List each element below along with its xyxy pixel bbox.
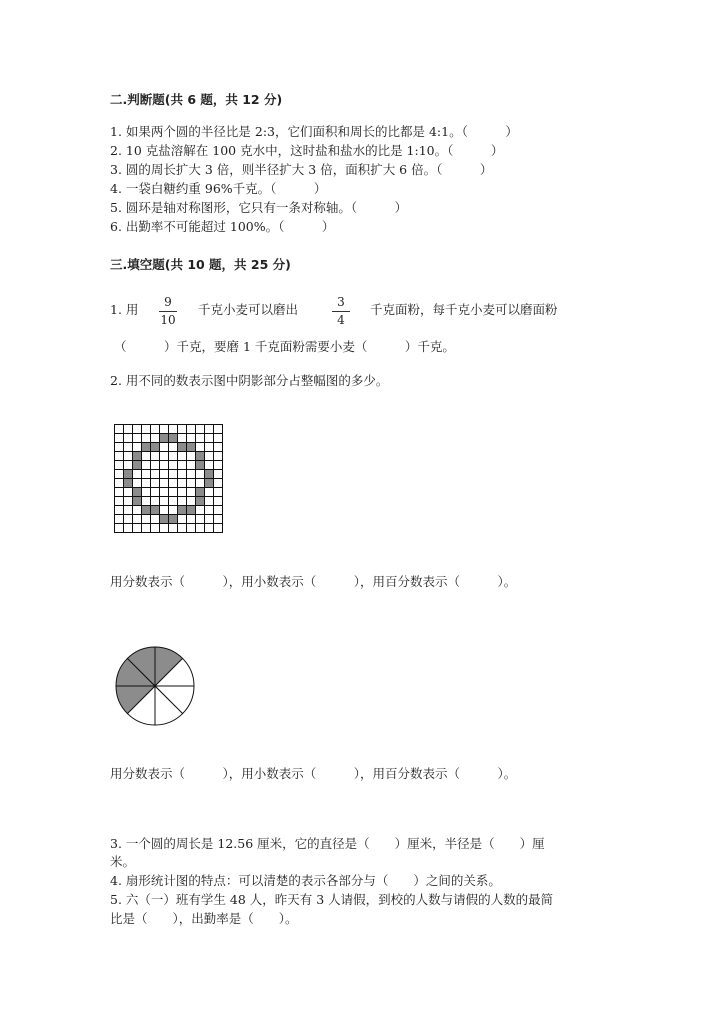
grid-cell-shaded [124, 479, 133, 488]
grid-cell [214, 443, 223, 452]
grid-cell [151, 497, 160, 506]
q4-text: 4. 扇形统计图的特点：可以清楚的表示各部分与（ ）之间的关系。 [110, 873, 501, 888]
grid-cell [151, 425, 160, 434]
grid-cell [214, 497, 223, 506]
grid-cell-shaded [160, 434, 169, 443]
grid-cell [205, 461, 214, 470]
grid-cell-shaded [178, 506, 187, 515]
judgement-item-5: 5. 圆环是轴对称图形，它只有一条对称轴。（ ） [110, 200, 408, 215]
grid-cell [142, 425, 151, 434]
grid-cell-shaded [133, 452, 142, 461]
grid-cell [160, 497, 169, 506]
section3-title: 三.填空题(共 10 题，共 25 分) [110, 257, 291, 272]
grid-cell [160, 443, 169, 452]
grid-cell [124, 524, 133, 533]
grid-cell [205, 506, 214, 515]
fraction-numerator: 3 [337, 295, 345, 309]
grid-cell [196, 506, 205, 515]
grid-cell [115, 443, 124, 452]
grid-cell [160, 470, 169, 479]
q3-line1: 3. 一个圆的周长是 12.56 厘米，它的直径是（ ）厘米，半径是（ ）厘 [110, 836, 545, 851]
grid-cell [214, 488, 223, 497]
grid-cell [142, 461, 151, 470]
grid-cell-shaded [196, 488, 205, 497]
grid-cell-shaded [169, 515, 178, 524]
grid-cell [169, 506, 178, 515]
grid-cell-shaded [205, 479, 214, 488]
grid-cell [133, 479, 142, 488]
grid-cell [142, 497, 151, 506]
grid-cell [160, 461, 169, 470]
q2-answer-line-2: 用分数表示（ ），用小数表示（ ），用百分数表示（ ）。 [110, 766, 517, 781]
grid-cell [169, 461, 178, 470]
grid-cell [124, 488, 133, 497]
fraction-9-10 [157, 295, 179, 328]
grid-cell [151, 434, 160, 443]
grid-cell [124, 515, 133, 524]
grid-cell [169, 443, 178, 452]
grid-cell [133, 434, 142, 443]
grid-cell [169, 479, 178, 488]
grid-cell [196, 470, 205, 479]
grid-cell [187, 479, 196, 488]
grid-cell [169, 425, 178, 434]
grid-cell [133, 515, 142, 524]
grid-cell [205, 515, 214, 524]
grid [114, 424, 223, 533]
grid-cell [205, 524, 214, 533]
q5-line1: 5. 六（一）班有学生 48 人，昨天有 3 人请假，到校的人数与请假的人数的最简 [110, 892, 554, 907]
grid-cell-shaded [133, 497, 142, 506]
grid-cell [160, 425, 169, 434]
grid-cell [142, 515, 151, 524]
grid-cell [178, 479, 187, 488]
grid-cell [142, 470, 151, 479]
grid-cell [205, 434, 214, 443]
grid-cell [124, 461, 133, 470]
grid-cell [214, 506, 223, 515]
judgement-item-6: 6. 出勤率不可能超过 100%。（ ） [110, 219, 335, 234]
grid-cell [160, 452, 169, 461]
grid-cell [151, 461, 160, 470]
grid-cell-shaded [124, 470, 133, 479]
pie-figure [114, 645, 196, 727]
grid-cell [124, 434, 133, 443]
fraction-3-4 [330, 295, 352, 328]
grid-cell [160, 479, 169, 488]
grid-cell [142, 488, 151, 497]
grid-cell-shaded [187, 506, 196, 515]
grid-cell-shaded [187, 443, 196, 452]
grid-cell [142, 524, 151, 533]
grid-cell-shaded [151, 443, 160, 452]
grid-cell [115, 461, 124, 470]
grid-cell [151, 524, 160, 533]
judgement-item-2: 2. 10 克盐溶解在 100 克水中，这时盐和盐水的比是 1:10。（ ） [110, 143, 504, 158]
grid-cell [115, 470, 124, 479]
grid-cell [133, 470, 142, 479]
grid-cell [169, 488, 178, 497]
grid-cell [133, 443, 142, 452]
grid-cell [124, 452, 133, 461]
grid-cell [187, 497, 196, 506]
grid-cell [187, 434, 196, 443]
grid-cell [151, 515, 160, 524]
grid-cell [205, 443, 214, 452]
grid-cell [196, 479, 205, 488]
q2-answer-line-1: 用分数表示（ ），用小数表示（ ），用百分数表示（ ）。 [110, 574, 517, 589]
grid-cell [196, 515, 205, 524]
judgement-item-4: 4. 一袋白糖约重 96%千克。（ ） [110, 181, 327, 196]
grid-cell [196, 425, 205, 434]
grid-cell-shaded [196, 461, 205, 470]
grid-cell-shaded [196, 497, 205, 506]
q2-text: 2. 用不同的数表示图中阴影部分占整幅图的多少。 [110, 373, 389, 388]
grid-cell-shaded [205, 470, 214, 479]
grid-cell [196, 443, 205, 452]
fraction-numerator: 9 [164, 295, 172, 309]
grid-cell [178, 461, 187, 470]
q1-suffix: 千克面粉，每千克小麦可以磨面粉 [370, 302, 558, 317]
grid-cell [214, 452, 223, 461]
grid-cell [187, 524, 196, 533]
grid-cell [160, 506, 169, 515]
grid-cell-shaded [142, 506, 151, 515]
grid-cell [151, 452, 160, 461]
grid-cell [178, 425, 187, 434]
grid-cell [160, 524, 169, 533]
grid-cell [115, 488, 124, 497]
grid-cell-shaded [169, 434, 178, 443]
grid-cell-shaded [133, 488, 142, 497]
grid-cell [205, 452, 214, 461]
grid-cell [124, 506, 133, 515]
grid-cell [115, 524, 124, 533]
fraction-denominator: 4 [337, 313, 345, 327]
grid-cell [187, 470, 196, 479]
grid-cell-shaded [178, 443, 187, 452]
grid-cell [169, 524, 178, 533]
grid-cell [151, 470, 160, 479]
grid-cell [214, 434, 223, 443]
grid-cell [169, 470, 178, 479]
grid-cell [187, 461, 196, 470]
shaded-grid-figure [114, 424, 223, 533]
grid-cell [133, 524, 142, 533]
grid-cell [169, 497, 178, 506]
grid-cell [187, 425, 196, 434]
grid-cell [178, 497, 187, 506]
grid-cell [205, 488, 214, 497]
grid-cell [124, 443, 133, 452]
grid-cell [214, 479, 223, 488]
grid-cell-shaded [133, 461, 142, 470]
q1-line2: （ ）千克，要磨 1 千克面粉需要小麦（ ）千克。 [114, 339, 455, 354]
grid-cell [205, 425, 214, 434]
grid-cell [178, 434, 187, 443]
section2-title: 二.判断题(共 6 题，共 12 分) [110, 92, 283, 107]
grid-cell [133, 425, 142, 434]
grid-cell [187, 488, 196, 497]
fraction-bar [332, 311, 350, 312]
grid-cell [205, 497, 214, 506]
grid-cell [124, 425, 133, 434]
grid-cell-shaded [151, 506, 160, 515]
judgement-item-3: 3. 圆的周长扩大 3 倍，则半径扩大 3 倍，面积扩大 6 倍。（ ） [110, 162, 493, 177]
q1-prefix: 1. 用 [110, 302, 139, 317]
grid-cell [187, 452, 196, 461]
q3-line2: 米。 [110, 854, 136, 869]
grid-cell [142, 434, 151, 443]
grid-cell [142, 479, 151, 488]
judgement-item-1: 1. 如果两个圆的半径比是 2:3，它们面积和周长的比都是 4:1。（ ） [110, 124, 518, 139]
fraction-bar [159, 311, 177, 312]
grid-cell [115, 434, 124, 443]
grid-cell [124, 497, 133, 506]
grid-cell [196, 524, 205, 533]
grid-cell [178, 524, 187, 533]
grid-cell [214, 524, 223, 533]
grid-cell [214, 425, 223, 434]
grid-cell [151, 488, 160, 497]
grid-cell [115, 506, 124, 515]
grid-cell [115, 479, 124, 488]
grid-cell [169, 452, 178, 461]
grid-cell-shaded [142, 443, 151, 452]
q5-line2: 比是（ ），出勤率是（ ）。 [110, 911, 298, 926]
grid-cell [178, 452, 187, 461]
grid-cell [214, 461, 223, 470]
grid-cell-shaded [196, 452, 205, 461]
fraction-denominator: 10 [160, 313, 176, 327]
grid-cell [178, 515, 187, 524]
grid-cell [151, 479, 160, 488]
grid-cell [178, 488, 187, 497]
grid-cell-shaded [160, 515, 169, 524]
grid-cell [214, 515, 223, 524]
grid-cell [115, 452, 124, 461]
grid-cell [115, 515, 124, 524]
grid-cell [178, 470, 187, 479]
grid-cell [115, 425, 124, 434]
grid-cell [160, 488, 169, 497]
grid-cell [133, 506, 142, 515]
grid-cell [115, 497, 124, 506]
grid-cell [196, 434, 205, 443]
grid-cell [214, 470, 223, 479]
q1-middle: 千克小麦可以磨出 [198, 302, 299, 317]
grid-cell [187, 515, 196, 524]
grid-cell [142, 452, 151, 461]
